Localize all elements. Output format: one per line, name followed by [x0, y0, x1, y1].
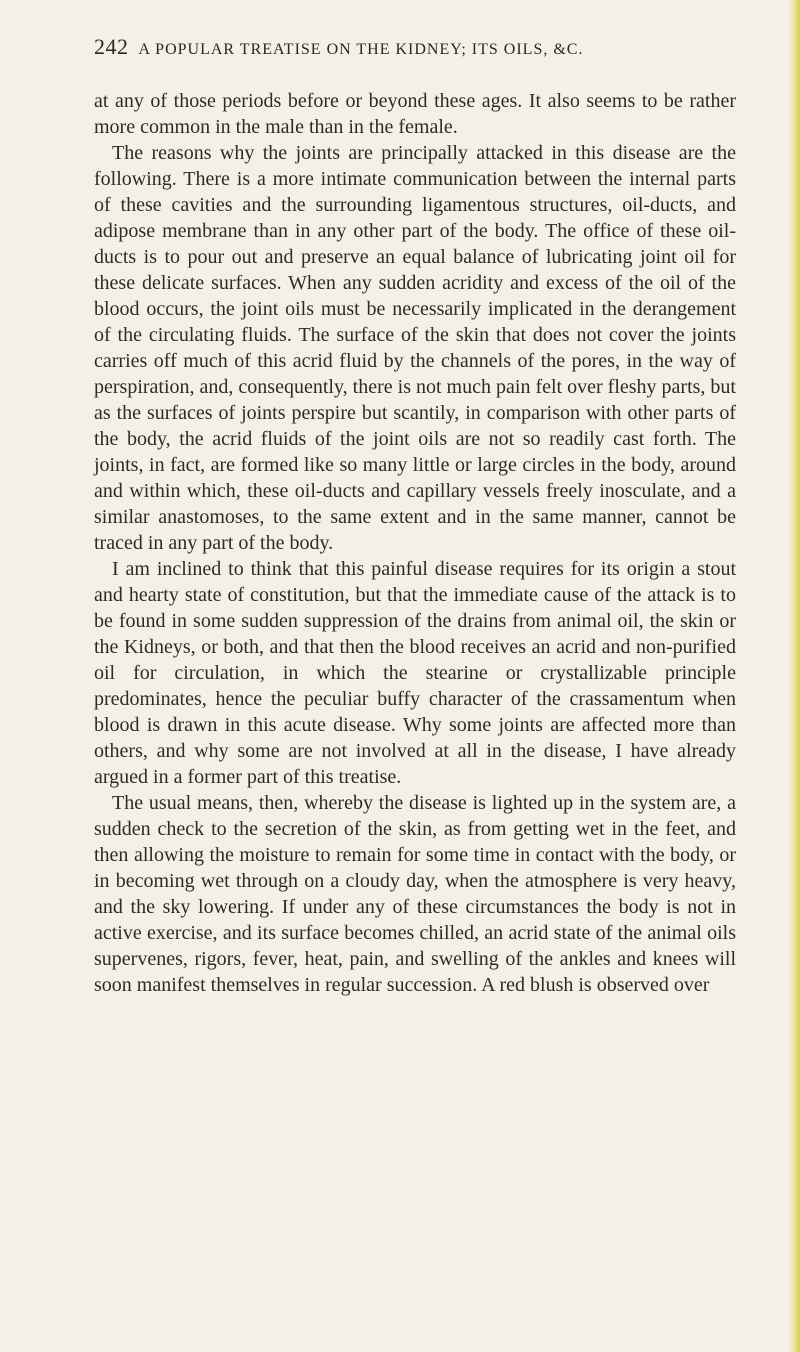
body-text — [94, 88, 736, 998]
paragraph-1: at any of those periods before or beyond these ages. It also seems to be rather more common in the male than in the female. — [94, 90, 736, 138]
page-number: 242 — [94, 34, 129, 59]
paragraph-2: The reasons why the joints are principally attacked in this disease are the following. There is a more intimate communication between the internal parts of these cavities and the surrounding ligamentous structures, oil-ducts, and adipose membrane than in any other part of the body. The office of these oil-ducts is to pour out and preserve an equal balance of lubricating joint oil for these delicate surfaces. When any sudden acridity and excess of the oil of the blood occurs, the joint oils must be necessarily implicated in the derangement of the circulating fluids. The surface of the skin that does not cover the joints carries off much of this acrid fluid by the channels of the pores, in the way of perspiration, and, consequently, there is not much pain felt over fleshy parts, but as the surfaces of joints perspire but scantily, in comparison with other parts of the body, the acrid fluids of the joint oils are not so readily cast forth. The joints, in fact, are formed like so many little or large circles in the body, around and within which, these oil-ducts and capillary vessels freely inosculate, and a similar anastomoses, to the same extent and in the same manner, cannot be traced in any part of the body. — [94, 142, 736, 554]
paragraph-3: I am inclined to think that this painful disease requires for its origin a stout and hearty state of constitution, but that the immediate cause of the attack is to be found in some sudden suppression of the drains from animal oil, the skin or the Kidneys, or both, and that then the blood receives an acrid and non-purified oil for circulation, in which the stearine or crystallizable principle predominates, hence the peculiar buffy character of the crassamentum when blood is drawn in this acute disease. Why some joints are affected more than others, and why some are not involved at all in the disease, I have already argued in a former part of this treatise. — [94, 558, 736, 788]
page-header — [94, 34, 734, 60]
page-edge-stain — [788, 0, 800, 1352]
running-title: A POPULAR TREATISE ON THE KIDNEY; ITS OILS, &C. — [138, 41, 584, 58]
paragraph-4: The usual means, then, whereby the disease is lighted up in the system are, a sudden check to the secretion of the skin, as from getting wet in the feet, and then allowing the moisture to remain for some time in contact with the body, or in becoming wet through on a cloudy day, when the atmosphere is very heavy, and the sky lowering. If under any of these circumstances the body is not in active exercise, and its surface becomes chilled, an acrid state of the animal oils supervenes, rigors, fever, heat, pain, and swelling of the ankles and knees will soon manifest themselves in regular succession. A red blush is observed over — [94, 792, 736, 996]
